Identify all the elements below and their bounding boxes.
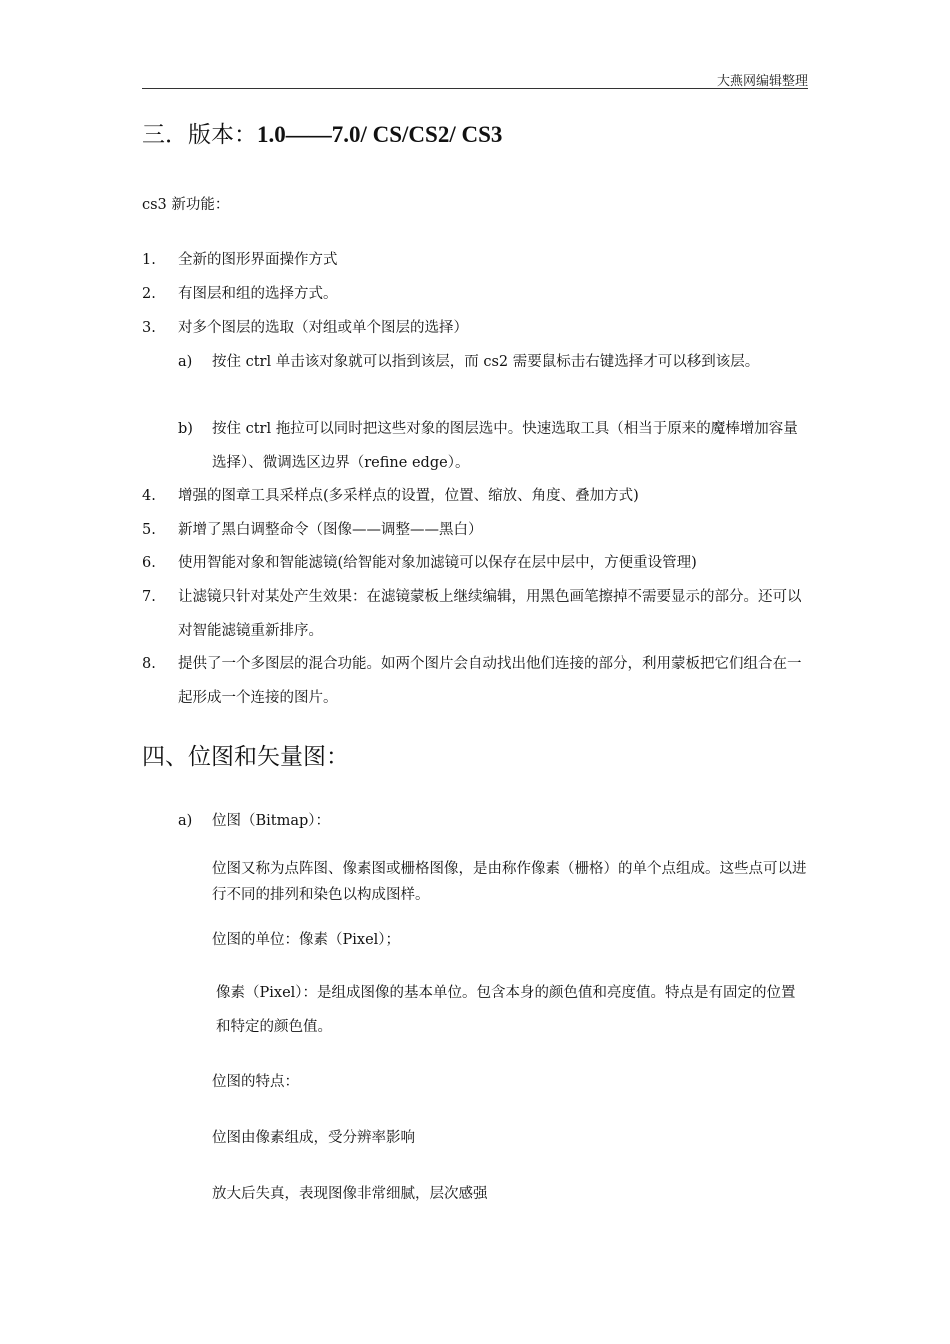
list-item: 增强的图章工具采样点(多采样点的设置，位置、缩放、角度、叠加方式) — [178, 488, 639, 504]
bitmap-definition: 位图又称为点阵图、像素图或栅格图像，是由称作像素（栅格）的单个点组成。这些点可以进行不同的排列和染色以构成图样。 — [212, 861, 807, 903]
sub-list-item: 按住 ctrl 单击该对象就可以指到该层，而 cs2 需要鼠标击右键选择才可以移到该层。 — [212, 354, 760, 370]
list-number: 3. — [142, 320, 156, 336]
list-number: 2. — [142, 286, 156, 302]
bitmap-title: 位图（Bitmap）： — [212, 813, 331, 829]
page-header: 大燕网编辑整理 — [716, 74, 808, 89]
section-3-heading-versions: 1.0——7.0/ CS/CS2/ CS3 — [257, 122, 503, 147]
section-4-heading: 四、位图和矢量图： — [142, 744, 349, 770]
sub-list-label: a) — [178, 354, 193, 370]
list-number: 4. — [142, 488, 156, 504]
bitmap-feature: 位图由像素组成，受分辨率影响 — [212, 1130, 415, 1146]
bitmap-feature: 放大后失真，表现图像非常细腻，层次感强 — [212, 1186, 488, 1202]
list-number: 8. — [142, 656, 156, 672]
section-3-heading-prefix: 三．版本： — [142, 122, 257, 148]
sub-list-item: 按住 ctrl 拖拉可以同时把这些对象的图层选中。快速选取工具（相当于原来的魔棒增加容量选择）、微调选区边界（refine edge）。 — [212, 421, 798, 471]
sub-list-label: b) — [178, 421, 193, 437]
bitmap-unit: 位图的单位：像素（Pixel）； — [212, 932, 401, 948]
cs3-intro: cs3 新功能： — [142, 197, 230, 213]
list-number: 7. — [142, 589, 156, 605]
pixel-definition: 像素（Pixel）：是组成图像的基本单位。包含本身的颜色值和亮度值。特点是有固定的位置和特定的颜色值。 — [216, 985, 796, 1035]
list-number: 6. — [142, 555, 156, 571]
list-item: 新增了黑白调整命令（图像——调整——黑白） — [178, 522, 483, 538]
header-rule — [142, 88, 808, 89]
list-item: 使用智能对象和智能滤镜(给智能对象加滤镜可以保存在层中层中，方便重设管理) — [178, 555, 697, 571]
bitmap-features-title: 位图的特点： — [212, 1074, 299, 1090]
list-item: 有图层和组的选择方式。 — [178, 286, 338, 302]
bitmap-label: a) — [178, 813, 193, 829]
list-item: 提供了一个多图层的混合功能。如两个图片会自动找出他们连接的部分，利用蒙板把它们组合在一起形成一个连接的图片。 — [178, 656, 802, 706]
list-item: 让滤镜只针对某处产生效果：在滤镜蒙板上继续编辑，用黑色画笔擦掉不需要显示的部分。还可以对智能滤镜重新排序。 — [178, 589, 802, 639]
list-number: 5. — [142, 522, 156, 538]
section-3-heading — [142, 116, 502, 149]
list-number: 1. — [142, 252, 156, 268]
list-item: 对多个图层的选取（对组或单个图层的选择） — [178, 320, 468, 336]
list-item: 全新的图形界面操作方式 — [178, 252, 338, 268]
